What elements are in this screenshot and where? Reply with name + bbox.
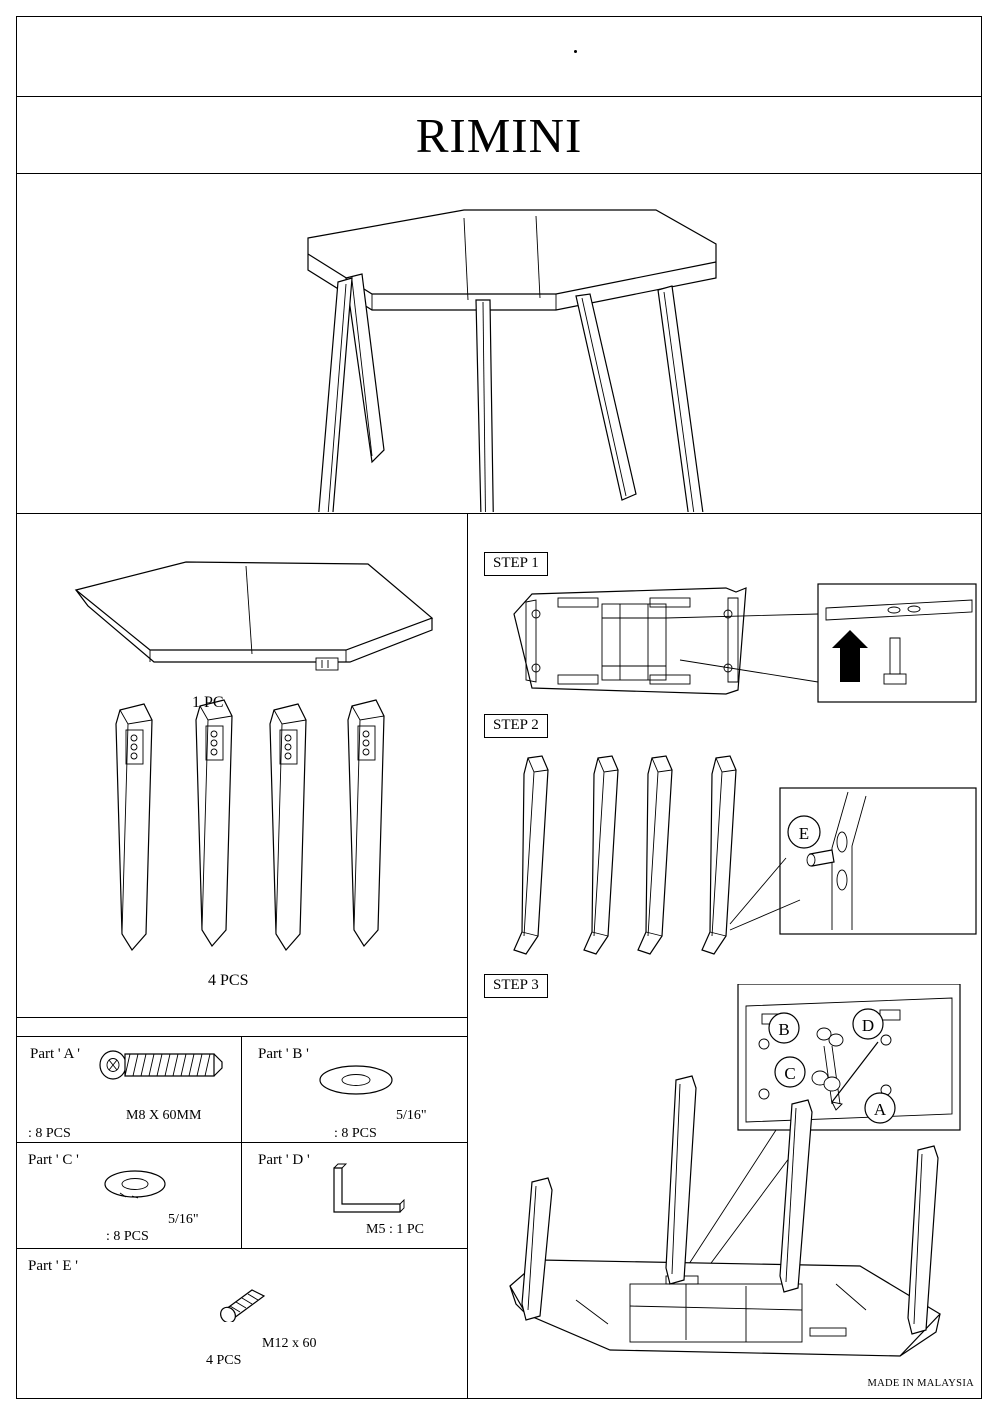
made-in-label: MADE IN MALAYSIA xyxy=(867,1378,974,1389)
part-d-title: Part ' D ' xyxy=(258,1152,310,1168)
tabletop-qty-label: 1 PC xyxy=(192,694,224,711)
part-c-title: Part ' C ' xyxy=(28,1152,79,1168)
page-title: RIMINI xyxy=(415,107,583,163)
part-a-title: Part ' A ' xyxy=(30,1046,80,1062)
components-drawing xyxy=(16,514,466,1016)
step-3-drawing xyxy=(480,984,990,1396)
step-2-drawing xyxy=(480,740,980,968)
part-d-spec: M5 : 1 PC xyxy=(366,1222,424,1237)
step-3-callout-a: A xyxy=(873,1100,887,1119)
hero-illustration-panel xyxy=(16,174,982,514)
step-3-callout-d: D xyxy=(861,1016,875,1035)
flat-washer-icon xyxy=(316,1060,396,1100)
part-c-qty: : 8 PCS xyxy=(106,1229,149,1244)
part-c-spec: 5/16" xyxy=(168,1212,199,1227)
step-1-label: STEP 1 xyxy=(484,552,548,576)
part-a-qty: : 8 PCS xyxy=(28,1126,71,1141)
components-panel xyxy=(16,514,468,1018)
bolt-icon xyxy=(96,1044,226,1086)
step-1-drawing xyxy=(480,578,980,718)
step-2-label: STEP 2 xyxy=(484,714,548,738)
part-cell-e xyxy=(16,1248,468,1399)
part-e-spec: M12 x 60 xyxy=(262,1336,317,1351)
legs-qty-label: 4 PCS xyxy=(208,972,249,989)
part-e-qty: 4 PCS xyxy=(206,1353,242,1368)
part-b-title: Part ' B ' xyxy=(258,1046,309,1062)
part-e-title: Part ' E ' xyxy=(28,1258,78,1274)
registration-dot xyxy=(574,50,577,53)
step-3-callout-c: C xyxy=(784,1064,796,1083)
assembled-table-drawing xyxy=(16,174,982,512)
spring-washer-icon xyxy=(100,1166,170,1202)
step-2-callout-letter: E xyxy=(798,824,810,843)
step-3-label: STEP 3 xyxy=(484,974,548,998)
allen-key-icon xyxy=(322,1160,422,1220)
part-a-spec: M8 X 60MM xyxy=(126,1108,202,1123)
part-b-spec: 5/16" xyxy=(396,1108,427,1123)
dowel-icon xyxy=(206,1282,276,1322)
step-3-callout-b: B xyxy=(778,1020,790,1039)
title-band xyxy=(16,96,982,174)
part-b-qty: : 8 PCS xyxy=(334,1126,377,1141)
